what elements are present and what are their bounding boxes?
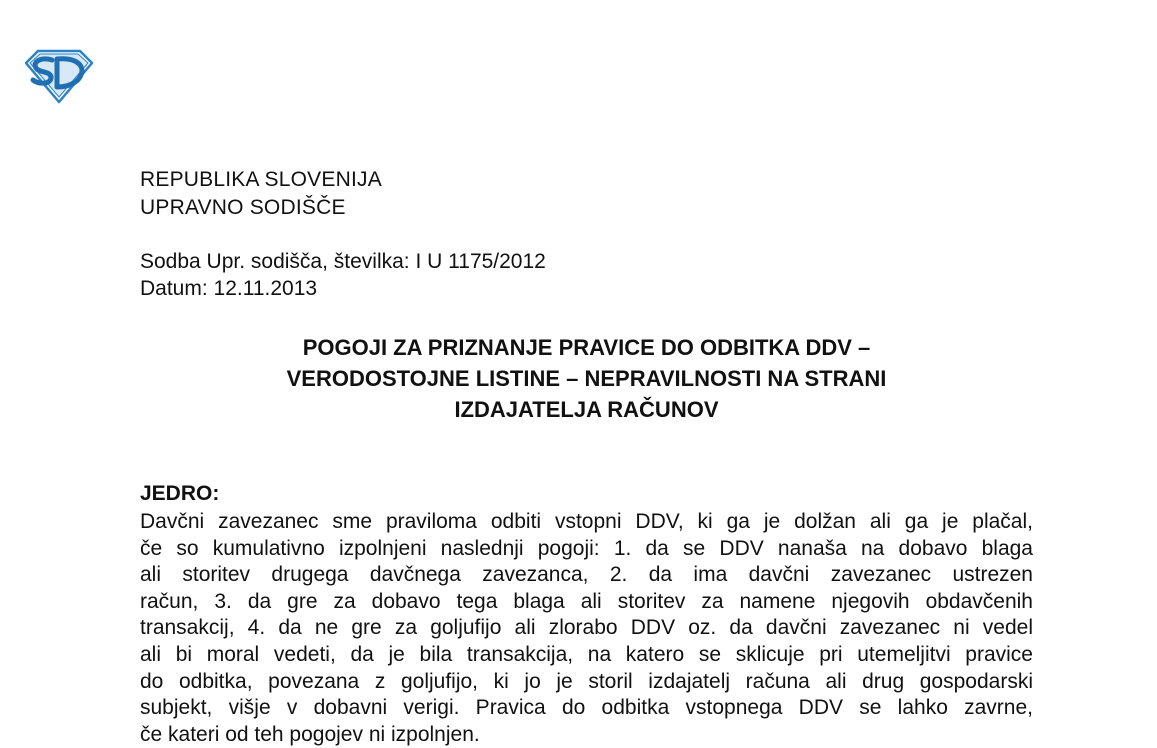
title-line: VERODOSTOJNE LISTINE – NEPRAVILNOSTI NA STRANI — [286, 366, 887, 391]
paragraph-line: če so kumulativno izpolnjeni naslednji pogoji: 1. da se DDV nanaša na dobavo blaga — [140, 536, 1033, 560]
title-line: IZDAJATELJA RAČUNOV — [454, 397, 719, 422]
core-paragraph — [140, 509, 1033, 748]
court-header — [140, 166, 382, 222]
paragraph-line: ali storitev drugega davčnega zavezanca, 2. da ima davčni zavezanec ustrezen — [140, 563, 1033, 587]
judgment-number: Sodba Upr. sodišča, številka: I U 1175/2012 — [140, 250, 546, 273]
court-name: UPRAVNO SODIŠČE — [140, 196, 346, 219]
paragraph-line: Davčni zavezanec sme praviloma odbiti vstopni DDV, ki ga je dolžan ali ga je plačal, — [140, 510, 1033, 533]
title-line: POGOJI ZA PRIZNANJE PRAVICE DO ODBITKA DDV – — [302, 335, 871, 360]
paragraph-line: transakcij, 4. da ne gre za goljufijo ali zlorabo DDV oz. da davčni zavezanec ni vedel — [140, 616, 1033, 640]
court-logo — [22, 47, 96, 105]
country-name: REPUBLIKA SLOVENIJA — [140, 168, 382, 191]
paragraph-line: ali bi moral vedeti, da je bila transakcija, na katero se sklicuje pri utemeljitvi pravice — [140, 642, 1033, 666]
paragraph-line: subjekt, višje v dobavni verigi. Pravica do odbitka vstopnega DDV se lahko zavrne, — [140, 696, 1033, 720]
paragraph-line: račun, 3. da gre za dobavo tega blaga ali storitev za namene njegovih obdavčenih — [140, 589, 1033, 613]
document-title — [140, 332, 1033, 425]
core-heading: JEDRO: — [140, 482, 220, 505]
paragraph-line: če kateri od teh pogojev ni izpolnjen. — [140, 722, 480, 746]
paragraph-line: do odbitka, povezana z goljufijo, ki jo je storil izdajatelj računa ali drug gospodarski — [140, 669, 1033, 693]
judgment-meta — [140, 248, 546, 302]
judgment-date: Datum: 12.11.2013 — [140, 277, 318, 300]
